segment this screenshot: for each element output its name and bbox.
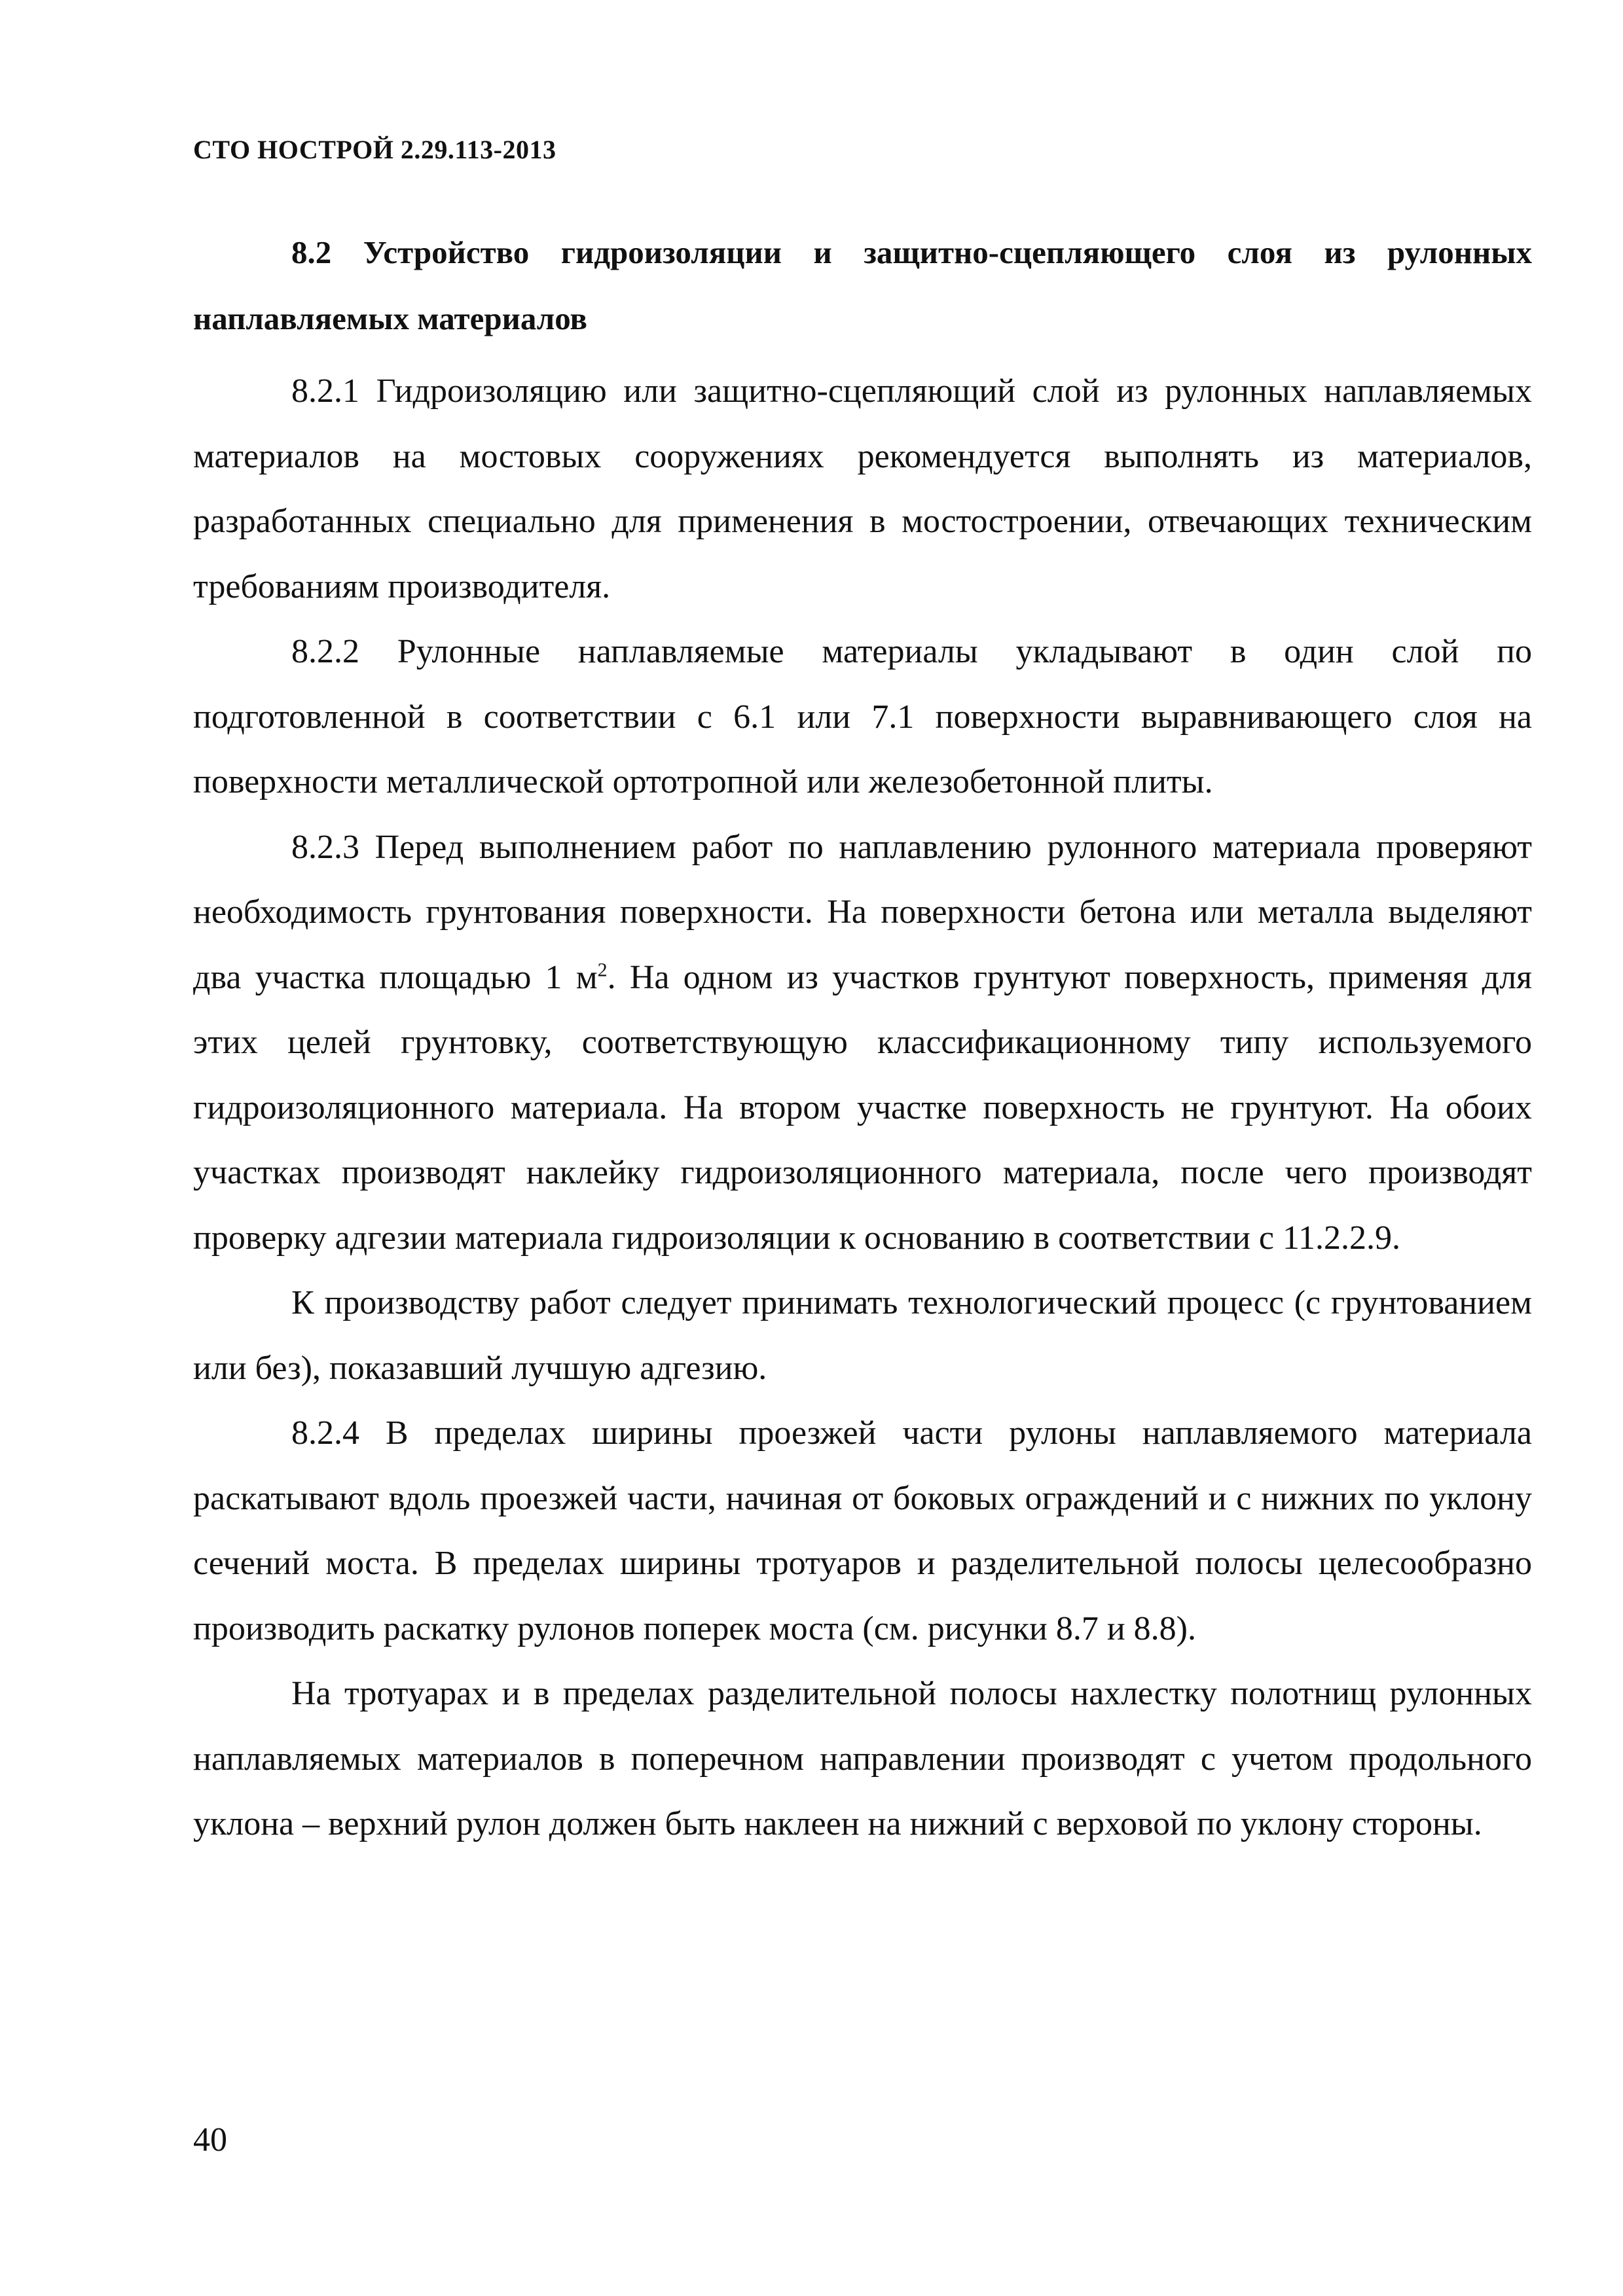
paragraph-8-2-3-text-start: 8.2.3 Перед выполнением работ по наплавлению рулонного материала проверяют необходимость грунтования поверхности. На поверхности бетона или металла выделяют два участка площадью 1 м [193,828,1532,996]
paragraph-8-2-3 [193,815,1532,1271]
section-title: 8.2 Устройство гидроизоляции и защитно-сцепляющего слоя из рулонных наплавляемых материалов [193,234,1532,336]
paragraph-8-2-4: 8.2.4 В пределах ширины проезжей части рулоны наплавляемого материала раскатывают вдоль проезжей части, начиная от боковых ограждений и с нижних по уклону сечений моста. В пределах ширины тротуаров и разделительной полосы целесообразно производить раскатку рулонов поперек моста (см. рисунки 8.7 и 8.8). [193,1414,1532,1647]
paragraph-sidewalk-overlap: На тротуарах и в пределах разделительной полосы нахлестку полотнищ рулонных наплавляемых материалов в поперечном направлении производят с учетом продольного уклона – верхний рулон должен быть наклеен на нижний с верховой по уклону стороны. [193,1675,1532,1842]
paragraph-8-2-3-text-end: . На одном из участков грунтуют поверхность, применяя для этих целей грунтовку, соответствующую классификационному типу используемого гидроизоляционного материала. На втором участке поверхность не грунтуют. На обоих участках производят наклейку гидроизоляционного материала, после чего производят проверку адгезии материала гидроизоляции к основанию в соответствии с 11.2.2.9. [193,958,1532,1257]
paragraph-8-2-1: 8.2.1 Гидроизоляцию или защитно-сцепляющий слой из рулонных наплавляемых материалов на мостовых сооружениях рекомендуется выполнять из материалов, разработанных специально для применения в мостостроении, отвечающих техническим требованиям производителя. [193,372,1532,605]
paragraph-8-2-2: 8.2.2 Рулонные наплавляемые материалы укладывают в один слой по подготовленной в соответствии с 6.1 или 7.1 поверхности выравнивающего слоя на поверхности металлической ортотропной или железобетонной плиты. [193,633,1532,800]
square-meter-superscript: 2 [597,959,608,981]
document-header-code: СТО НОСТРОЙ 2.29.113-2013 [193,135,556,164]
paragraph-technology-choice: К производству работ следует принимать технологический процесс (с грунтованием или без), показавший лучшую адгезию. [193,1284,1532,1387]
page-number: 40 [193,2121,227,2159]
document-body [193,359,1532,1857]
